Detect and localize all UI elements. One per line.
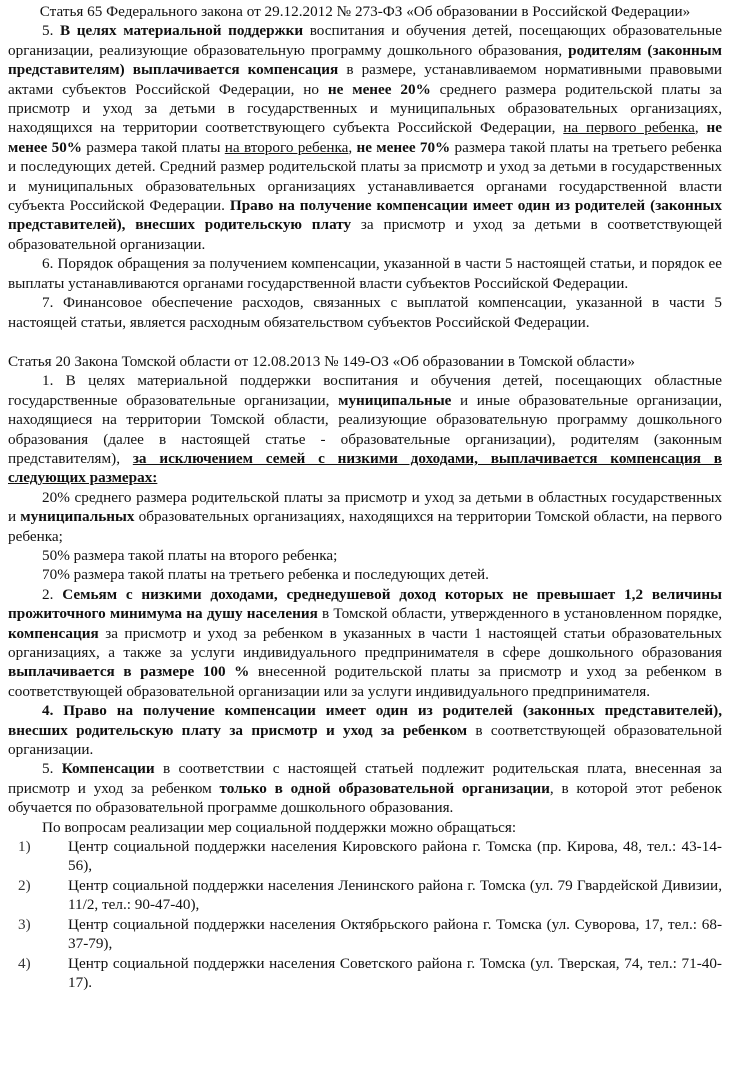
list-item-number: 4) xyxy=(18,954,31,972)
list-item-number: 1) xyxy=(18,838,31,856)
rate-first-child: 20% среднего размера родительской платы за присмотр и уход за детьми в областных государственных и муниципальных образовательных организациях, находящихся на территории Томской области, на первого ребенка; xyxy=(8,488,722,545)
article-20-part-5: 5. Компенсации в соответствии с настоящей статьей подлежит родительская плата, внесенная за присмотр и уход за ребенком только в одной образовательной организации, в которой этот ребенок обучается по образовательной программе дошкольного образования. xyxy=(8,760,723,817)
list-item-text: Центр социальной поддержки населения Ленинского района г. Томска (ул. 79 Гвардейской Дивизии, 11/2, тел.: 90-47-40), xyxy=(68,876,722,914)
section-spacer xyxy=(8,332,722,352)
contacts-list xyxy=(8,837,722,992)
list-item-text: Центр социальной поддержки населения Октябрьского района г. Томска (ул. Суворова, 17, тел.: 68-37-79), xyxy=(68,915,722,953)
contacts-intro: По вопросам реализации мер социальной поддержки можно обращаться: xyxy=(42,818,517,836)
rate-third-child: 70% размера такой платы на третьего ребенка и последующих детей. xyxy=(42,566,489,584)
list-item xyxy=(8,954,722,993)
article-20-part-1: 1. В целях материальной поддержки воспитания и обучения детей, посещающих областные государственные образовательные организации, муниципальные и иные образовательные организации, находящиеся на территории Томской области, реализующие образовательную программу дошкольного образования (далее в настоящей статье - образовательные организации), родителям (законным представителям), за исключением семей с низкими доходами, выплачивается компенсация в следующих размерах: xyxy=(8,372,722,487)
article-20-part-2: 2. Семьям с низкими доходами, среднедушевой доход которых не превышает 1,2 величины прожиточного минимума на душу населения в Томской области, утвержденного в установленном порядке, компенсация за присмотр и уход за ребенком в указанных в части 1 настоящей статьи образовательных организациях, а также за услуги индивидуального предпринимателя в сфере дошкольного образования выплачивается в размере 100 % внесенной родительской платы за присмотр и уход за ребенком в соответствующей образовательной организации или за услуги индивидуального предпринимателя. xyxy=(8,585,723,700)
article-65-part-6: 6. Порядок обращения за получением компенсации, указанной в части 5 настоящей статьи, и порядок ее выплаты устанавливаются органами государственной власти субъектов Российской Федерации. xyxy=(8,255,722,292)
list-item xyxy=(8,837,722,876)
list-item-number: 3) xyxy=(18,915,31,933)
article-65-title: Статья 65 Федерального закона от 29.12.2012 № 273-ФЗ «Об образовании в Российской Федерации» xyxy=(39,3,691,20)
list-item-number: 2) xyxy=(18,876,31,894)
article-65-part-5: 5. В целях материальной поддержки воспитания и обучения детей, посещающих образовательные организации, реализующие образовательную программу дошкольного образования, родителям (законным представителям) выплачивается компенсация в размере, устанавливаемом нормативными правовыми актами субъектов Российской Федерации, но не менее 20% среднего размера родительской платы за присмотр и уход за детьми в государственных и муниципальных образовательных организациях, находящихся на территории соответствующего субъекта Российской Федерации, на первого ребенка, не менее 50% размера такой платы на второго ребенка, не менее 70% размера такой платы на третьего ребенка и последующих детей. Средний размер родительской платы за присмотр и уход за детьми в государственных и муниципальных образовательных организациях устанавливается органами государственной власти субъекта Российской Федерации. Право на получение компенсации имеет один из родителей (законных представителей), внесших родительскую плату за присмотр и уход за детьми в соответствующей образовательной организации. xyxy=(8,22,723,253)
article-20-part-4: 4. Право на получение компенсации имеет один из родителей (законных представителей), внесших родительскую плату за присмотр и уход за ребенком в соответствующей образовательной организации. xyxy=(8,702,722,759)
list-item-text: Центр социальной поддержки населения Кировского района г. Томска (пр. Кирова, 48, тел.: 43-14-56), xyxy=(68,838,722,875)
list-item xyxy=(8,876,722,915)
list-item-text: Центр социальной поддержки населения Советского района г. Томска (ул. Тверская, 74, тел.: 71-40-17). xyxy=(68,954,722,991)
article-20-title: Статья 20 Закона Томской области от 12.08.2013 № 149-ОЗ «Об образовании в Томской области» xyxy=(8,352,635,370)
rate-second-child: 50% размера такой платы на второго ребенка; xyxy=(42,546,338,564)
article-65-part-7: 7. Финансовое обеспечение расходов, связанных с выплатой компенсации, указанной в части 5 настоящей статьи, является расходным обязательством субъектов Российской Федерации. xyxy=(8,294,722,331)
list-item xyxy=(8,915,722,954)
